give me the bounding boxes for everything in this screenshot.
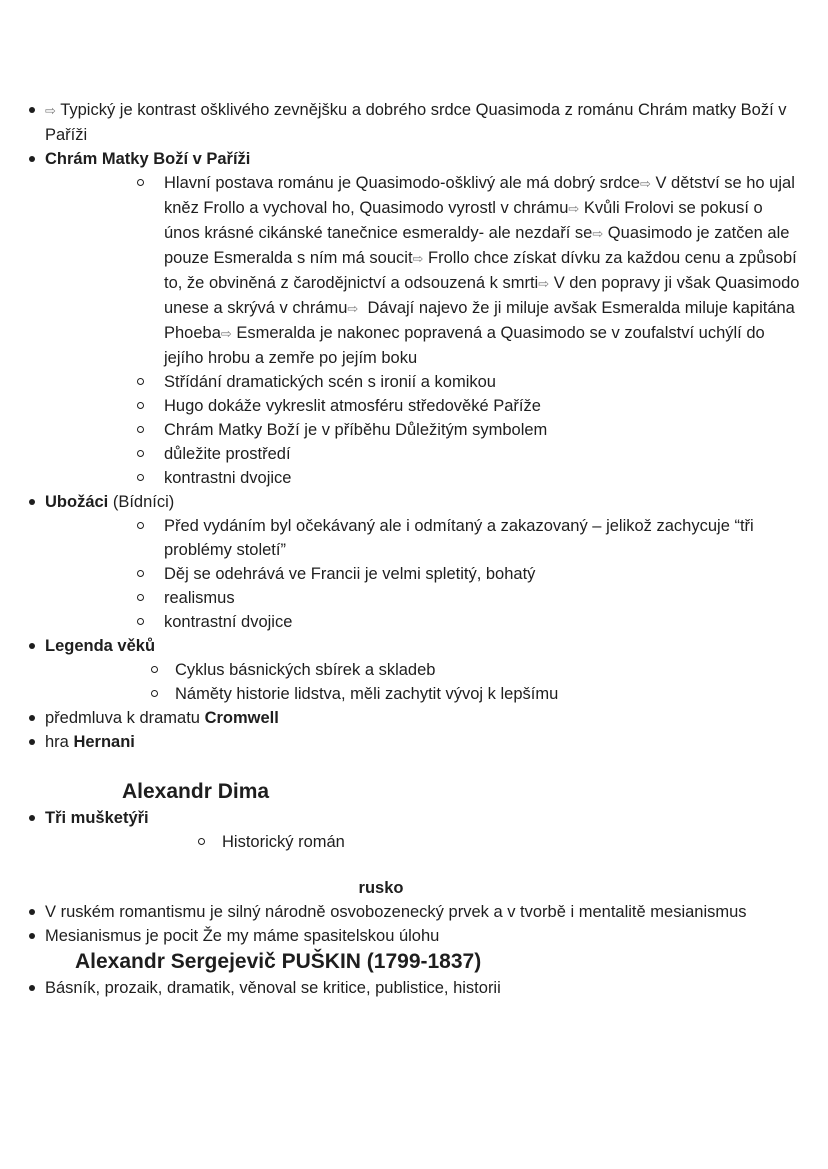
list-item-level-2 — [0, 658, 828, 682]
text-run: Kvůli Frolovi se pokusí o únos krásné cikánské tanečnice esmeraldy- ale nezdaří se — [164, 199, 768, 242]
text-run: (Bídníci) — [108, 493, 175, 511]
text-run: Alexandr Sergejevič PUŠKIN (1799-1837) — [75, 950, 482, 973]
disc-bullet-icon — [29, 499, 35, 505]
arrow-right-icon: ⇨ — [45, 103, 56, 118]
section-heading — [0, 778, 828, 806]
list-item-level-2 — [0, 682, 828, 706]
text-run: hra — [45, 733, 74, 751]
list-item-level-2 — [0, 171, 828, 370]
circle-bullet-icon — [137, 426, 144, 433]
list-item-level-1 — [0, 147, 828, 171]
circle-bullet-icon — [137, 594, 144, 601]
text-run: Alexandr Dima — [122, 780, 270, 803]
text-run: Hernani — [73, 733, 135, 751]
circle-bullet-icon — [137, 450, 144, 457]
disc-bullet-icon — [29, 909, 35, 915]
list-item-level-1 — [0, 900, 828, 924]
list-item-level-2 — [0, 418, 828, 442]
circle-bullet-icon — [137, 474, 144, 481]
list-item-level-2 — [0, 586, 828, 610]
circle-bullet-icon — [137, 522, 144, 529]
arrow-right-icon: ⇨ — [639, 176, 651, 191]
arrow-right-icon: ⇨ — [592, 226, 604, 241]
disc-bullet-icon — [29, 815, 35, 821]
text-run: Quasimodo je zatčen ale pouze Esmeralda s ním má soucit — [164, 224, 795, 267]
list-item-level-2 — [0, 442, 828, 466]
section-heading — [0, 948, 828, 976]
text-run: Střídání dramatických scén s ironií a komikou — [164, 373, 496, 391]
arrow-right-icon: ⇨ — [538, 276, 550, 291]
list-item-level-2 — [0, 466, 828, 490]
circle-bullet-icon — [137, 570, 144, 577]
disc-bullet-icon — [29, 156, 35, 162]
list-item-level-2 — [0, 610, 828, 634]
text-run: Básník, prozaik, dramatik, věnoval se kritice, publistice, historii — [45, 979, 501, 997]
text-run: Hugo dokáže vykreslit atmosféru středověké Paříže — [164, 397, 541, 415]
text-run: Historický román — [222, 833, 345, 851]
list-item-level-3 — [0, 830, 828, 854]
text-run: Před vydáním byl očekávaný ale i odmítaný a zakazovaný – jelikož zachycuje “tři problémy století” — [164, 517, 759, 559]
text-run: Mesianismus je pocit Že my máme spasitelskou úlohu — [45, 927, 440, 945]
section-heading-centered — [0, 876, 828, 900]
disc-bullet-icon — [29, 739, 35, 745]
text-run: Cromwell — [204, 709, 279, 727]
disc-bullet-icon — [29, 643, 35, 649]
disc-bullet-icon — [29, 985, 35, 991]
circle-bullet-icon — [137, 402, 144, 409]
text-run: Typický je kontrast ošklivého zevnějšku a dobrého srdce Quasimoda z románu Chrám matky Boží v Paříži — [45, 101, 792, 144]
text-run: kontrastní dvojice — [164, 613, 293, 631]
text-run: rusko — [358, 879, 404, 897]
list-item-level-1 — [0, 706, 828, 730]
list-item-level-2 — [0, 514, 828, 562]
disc-bullet-icon — [29, 933, 35, 939]
circle-bullet-icon — [137, 618, 144, 625]
circle-bullet-icon — [198, 838, 205, 845]
document-body — [0, 98, 828, 1000]
circle-bullet-icon — [151, 666, 158, 673]
text-run: kontrastni dvojice — [164, 469, 292, 487]
list-item-level-1 — [0, 806, 828, 830]
circle-bullet-icon — [151, 690, 158, 697]
disc-bullet-icon — [29, 715, 35, 721]
text-run: V ruském romantismu je silný národně osvobozenecký prvek a v tvorbě i mentalitě mesianismus — [45, 903, 747, 921]
disc-bullet-icon — [29, 107, 35, 113]
list-item-level-1 — [0, 730, 828, 754]
text-run: Cyklus básnických sbírek a skladeb — [175, 661, 436, 679]
text-run: důležite prostředí — [164, 445, 291, 463]
text-run: Legenda věků — [45, 637, 156, 655]
list-item-level-1 — [0, 634, 828, 658]
list-item-level-1 — [0, 976, 828, 1000]
arrow-right-icon: ⇨ — [220, 326, 232, 341]
arrow-right-icon: ⇨ — [568, 201, 580, 216]
text-run: Tři mušketýři — [45, 809, 149, 827]
text-run: Dávají najevo že ji miluje avšak Esmeralda miluje kapitána Phoeba — [164, 299, 800, 342]
text-run: V dětství se ho ujal kněz Frollo a vychoval ho, Quasimodo vyrostl v chrámu — [164, 174, 800, 217]
text-run: Děj se odehrává ve Francii je velmi spletitý, bohatý — [164, 565, 536, 583]
list-item-level-1 — [0, 490, 828, 514]
text-run: Ubožáci — [45, 493, 109, 511]
list-item-level-2 — [0, 562, 828, 586]
text-run: předmluva k dramatu — [45, 709, 205, 727]
list-item-level-2 — [0, 370, 828, 394]
text-run: Esmeralda je nakonec popravená a Quasimodo se v zoufalství uchýlí do jejího hrobu a zemře po jejím boku — [164, 324, 770, 367]
list-item-level-1 — [0, 924, 828, 948]
text-run: Hlavní postava románu je Quasimodo-ošklivý ale má dobrý srdce — [164, 174, 640, 192]
text-run: Náměty historie lidstva, měli zachytit vývoj k lepšímu — [175, 685, 559, 703]
arrow-right-icon: ⇨ — [412, 251, 424, 266]
text-run: realismus — [164, 589, 235, 607]
circle-bullet-icon — [137, 179, 144, 186]
text-run: Chrám Matky Boží v Paříži — [45, 150, 251, 168]
text-run: Chrám Matky Boží je v příběhu Důležitým symbolem — [164, 421, 548, 439]
arrow-right-icon: ⇨ — [347, 301, 359, 316]
list-item-level-2 — [0, 394, 828, 418]
list-item-level-1 — [0, 98, 828, 147]
circle-bullet-icon — [137, 378, 144, 385]
text-run: V den popravy ji však Quasimodo unese a skrývá v chrámu — [164, 274, 805, 317]
text-run: Frollo chce získat dívku za každou cenu a způsobí to, že obviněná z čarodějnictví a odsouzená k smrti — [164, 249, 802, 292]
